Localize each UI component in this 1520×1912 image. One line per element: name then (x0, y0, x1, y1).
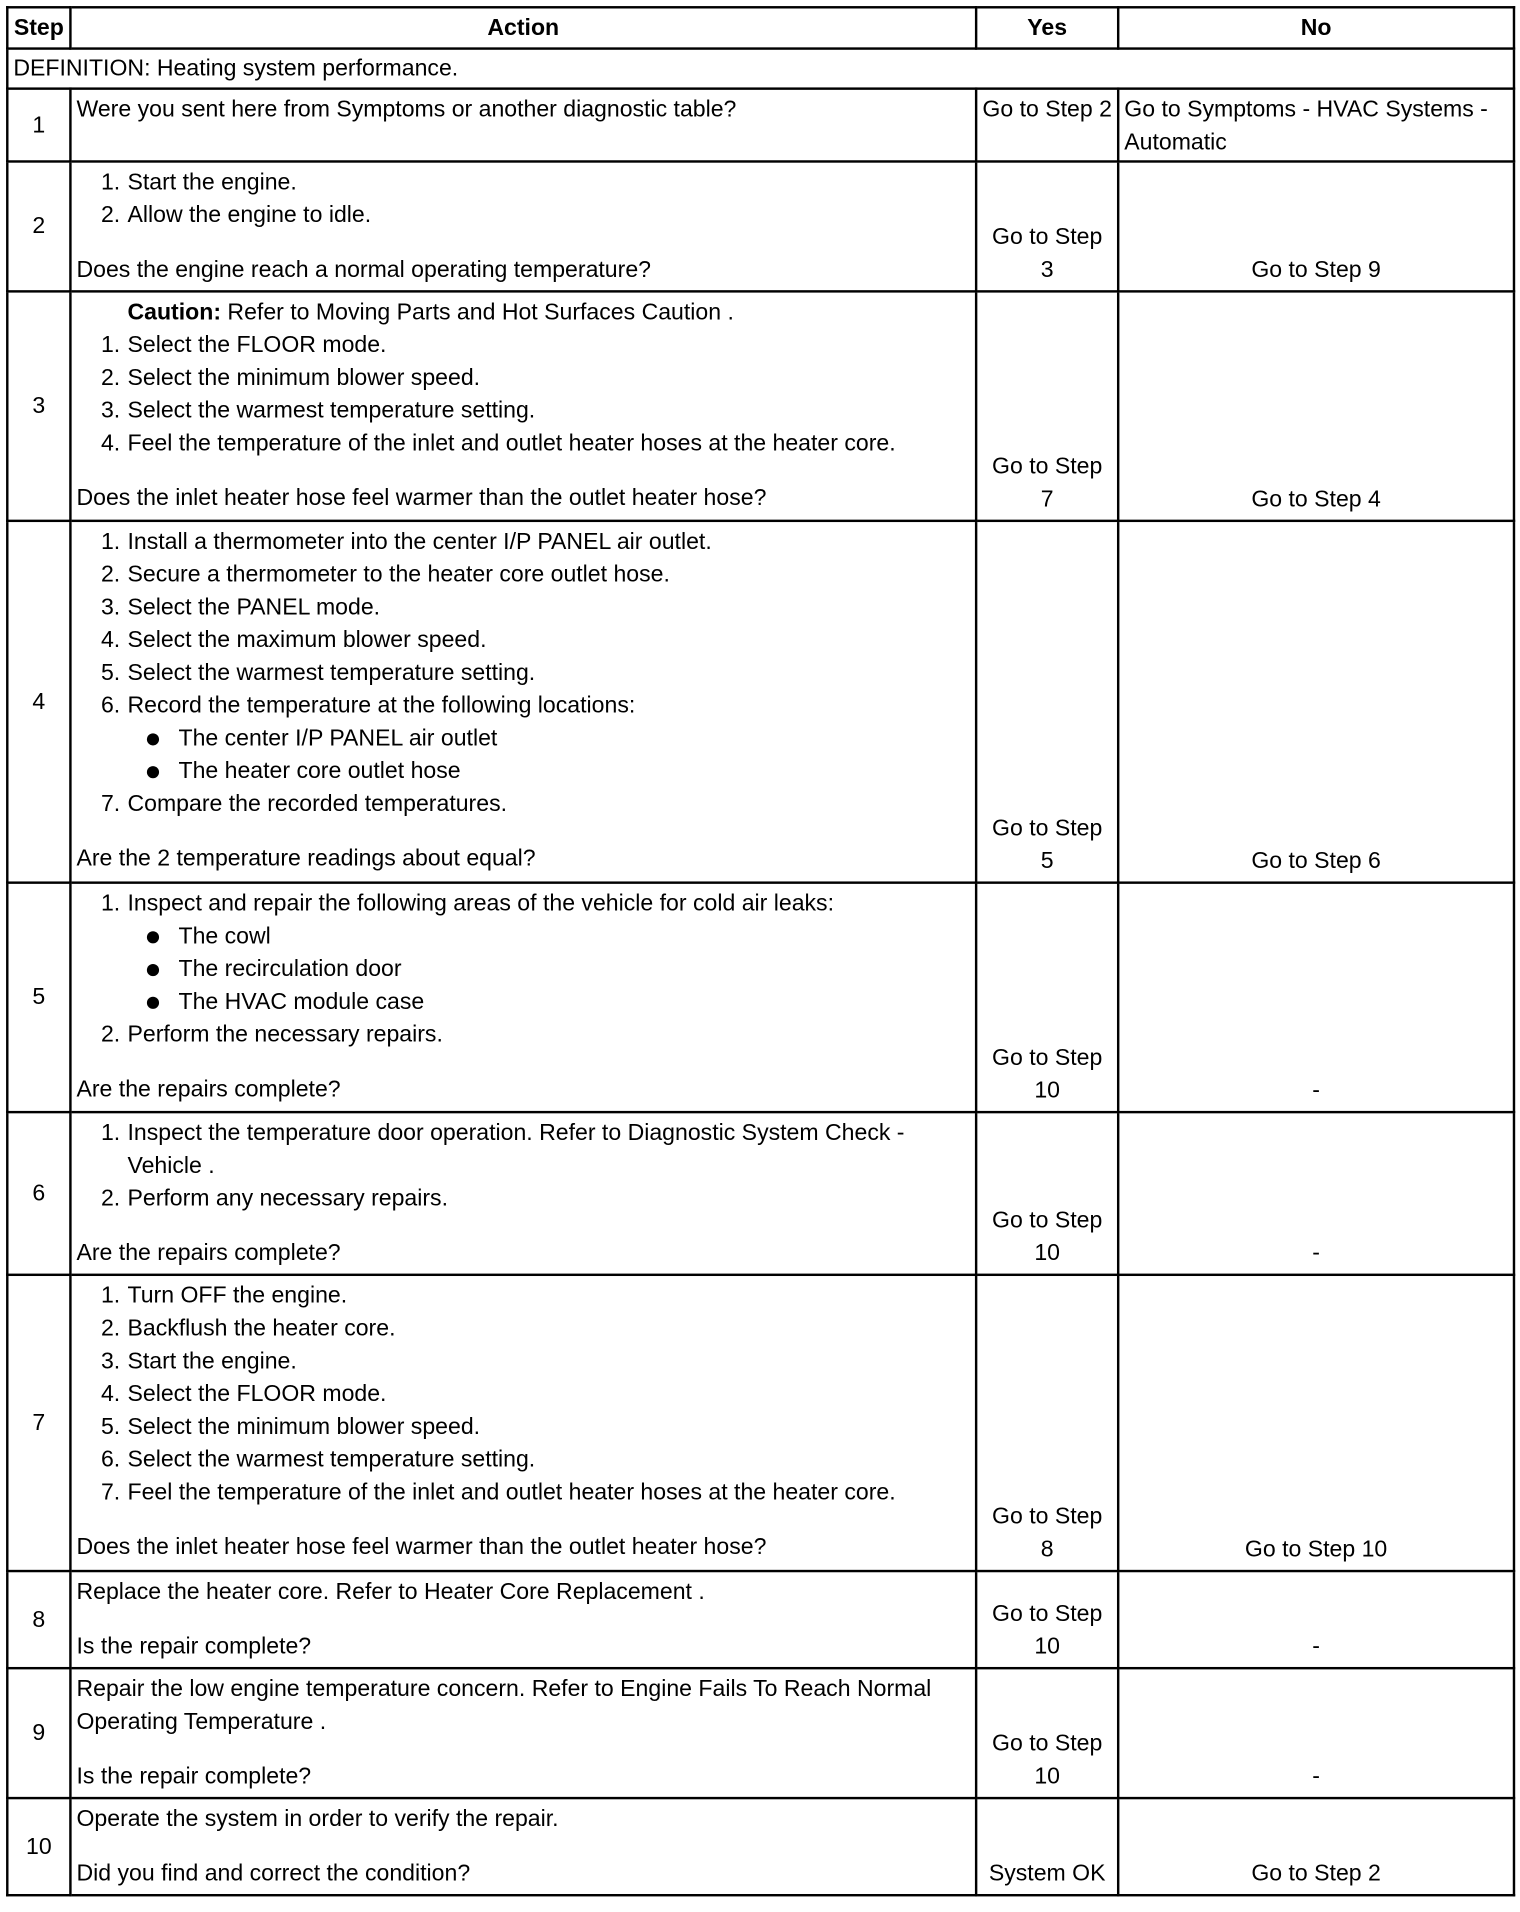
table-row-step-7 (7, 1275, 1514, 1571)
instruction-list (76, 888, 965, 1052)
list-item: 3. Start the engine. (100, 1348, 297, 1375)
list-item: 1. Inspect the temperature door operation. Refer to Diagnostic System Check - Vehicle . (100, 1120, 905, 1179)
bullet-list (127, 722, 965, 788)
step-number: 7 (7, 1275, 70, 1571)
list-item: 4. Select the FLOOR mode. (100, 1381, 387, 1408)
yes-cell: System OK (976, 1798, 1118, 1895)
instruction-list (76, 526, 965, 821)
yes-cell: Go to Step 7 (976, 291, 1118, 520)
caution-note: Caution: Refer to Moving Parts and Hot Surfaces Caution . (127, 299, 734, 326)
list-item: 1. Start the engine. (100, 169, 297, 196)
no-cell: Go to Step 2 (1118, 1798, 1514, 1895)
yes-cell: Go to Step 3 (976, 161, 1118, 291)
no-cell: - (1118, 1112, 1514, 1275)
question-text: Does the inlet heater hose feel warmer than the outlet heater hose? (76, 1534, 767, 1561)
step-number: 8 (7, 1571, 70, 1668)
table-row-step-10 (7, 1798, 1514, 1895)
action-cell (70, 1112, 976, 1275)
action-cell (70, 883, 976, 1112)
table-row-step-8 (7, 1571, 1514, 1668)
step-number: 3 (7, 291, 70, 520)
instruction-list (76, 329, 965, 460)
list-item: 2. Perform the necessary repairs. (100, 1022, 443, 1048)
yes-cell: Go to Step 10 (976, 883, 1118, 1112)
action-cell (70, 291, 976, 520)
list-item: 7. Feel the temperature of the inlet and outlet heater hoses at the heater core. (100, 1479, 896, 1506)
list-item: 5. Select the minimum blower speed. (100, 1414, 481, 1440)
list-item: 3. Select the warmest temperature setting. (100, 398, 536, 424)
bullet-item: The HVAC module case (127, 986, 965, 1019)
question-text: Did you find and correct the condition? (76, 1861, 471, 1887)
yes-cell: Go to Step 10 (976, 1668, 1118, 1798)
bullet-list (127, 920, 965, 1018)
step-number: 2 (7, 161, 70, 291)
step-number: 5 (7, 883, 70, 1112)
step-number: 4 (7, 521, 70, 883)
list-item: 4. Feel the temperature of the inlet and outlet heater hoses at the heater core. (100, 431, 896, 457)
table-row-step-6 (7, 1112, 1514, 1275)
table-row-step-9 (7, 1668, 1514, 1798)
step-number: 10 (7, 1798, 70, 1895)
list-item: 2. Secure a thermometer to the heater core outlet hose. (100, 562, 670, 588)
no-cell: Go to Step 10 (1118, 1275, 1514, 1571)
question-text: Does the inlet heater hose feel warmer than the outlet heater hose? (76, 485, 767, 512)
question-text: Are the repairs complete? (76, 1076, 341, 1103)
list-item: 1. Turn OFF the engine. (100, 1283, 348, 1309)
action-cell (70, 161, 976, 291)
bullet-item: The center I/P PANEL air outlet (127, 722, 965, 755)
list-item: 1. Inspect and repair the following areas of the vehicle for cold air leaks: The cowl The recirculation door The HVAC module case (93, 888, 965, 1019)
list-item: 4. Select the maximum blower speed. (100, 627, 487, 654)
action-cell (70, 521, 976, 883)
yes-cell: Go to Step 8 (976, 1275, 1118, 1571)
question-text: Does the engine reach a normal operating temperature? (76, 257, 651, 283)
question-text: Were you sent here from Symptoms or another diagnostic table? (76, 97, 737, 123)
list-item: 2. Perform any necessary repairs. (100, 1186, 449, 1212)
instruction-text: Operate the system in order to verify the repair. (76, 1806, 559, 1833)
instruction-list (76, 166, 965, 232)
step-number: 9 (7, 1668, 70, 1798)
instruction-text: Repair the low engine temperature concern. Refer to Engine Fails To Reach Normal Operating Temperature . (76, 1676, 932, 1735)
no-cell: Go to Symptoms - HVAC Systems - Automatic (1118, 89, 1514, 162)
list-item: 2. Select the minimum blower speed. (100, 365, 481, 391)
question-text: Is the repair complete? (76, 1634, 312, 1660)
list-item: 2. Backflush the heater core. (100, 1316, 396, 1342)
instruction-list (76, 1280, 965, 1509)
action-cell (70, 89, 976, 162)
table-row-step-3 (7, 291, 1514, 520)
no-cell: - (1118, 883, 1514, 1112)
header-no: No (1118, 7, 1514, 48)
step-number: 1 (7, 89, 70, 162)
question-text: Is the repair complete? (76, 1764, 312, 1790)
table-row-step-2 (7, 161, 1514, 291)
action-cell (70, 1798, 976, 1895)
list-item: 6. Select the warmest temperature setting. (100, 1447, 536, 1473)
diagnostic-table (6, 6, 1515, 1896)
header-yes: Yes (976, 7, 1118, 48)
no-cell: - (1118, 1668, 1514, 1798)
list-item: 1. Install a thermometer into the center I/P PANEL air outlet. (100, 529, 712, 555)
step-number: 6 (7, 1112, 70, 1275)
action-cell (70, 1275, 976, 1571)
header-row (7, 7, 1514, 48)
bullet-item: The cowl (127, 920, 965, 953)
list-item: 6. Record the temperature at the following locations: The center I/P PANEL air outlet The heater core outlet hose (93, 690, 965, 788)
question-text: Are the repairs complete? (76, 1240, 341, 1267)
list-item: 7. Compare the recorded temperatures. (100, 791, 508, 818)
no-cell: - (1118, 1571, 1514, 1668)
question-text: Are the 2 temperature readings about equal? (76, 846, 536, 872)
no-cell: Go to Step 4 (1118, 291, 1514, 520)
bullet-item: The heater core outlet hose (127, 755, 965, 788)
yes-cell: Go to Step 2 (976, 89, 1118, 162)
table-row-step-4 (7, 521, 1514, 883)
bullet-item: The recirculation door (127, 953, 965, 986)
header-step: Step (7, 7, 70, 48)
definition-row (7, 49, 1514, 89)
yes-cell: Go to Step 10 (976, 1112, 1118, 1275)
list-item: 1. Select the FLOOR mode. (100, 332, 387, 359)
table-row-step-1 (7, 89, 1514, 162)
instruction-list (76, 1117, 965, 1215)
action-cell (70, 1668, 976, 1798)
list-item: 3. Select the PANEL mode. (100, 594, 381, 621)
header-action: Action (70, 7, 976, 48)
list-item: 5. Select the warmest temperature setting. (100, 660, 536, 686)
definition-text: DEFINITION: Heating system performance. (7, 49, 1514, 89)
instruction-text: Replace the heater core. Refer to Heater Core Replacement . (76, 1579, 705, 1606)
no-cell: Go to Step 6 (1118, 521, 1514, 883)
yes-cell: Go to Step 10 (976, 1571, 1118, 1668)
table-row-step-5 (7, 883, 1514, 1112)
no-cell: Go to Step 9 (1118, 161, 1514, 291)
yes-cell: Go to Step 5 (976, 521, 1118, 883)
action-cell (70, 1571, 976, 1668)
list-item: 2. Allow the engine to idle. (100, 202, 372, 229)
